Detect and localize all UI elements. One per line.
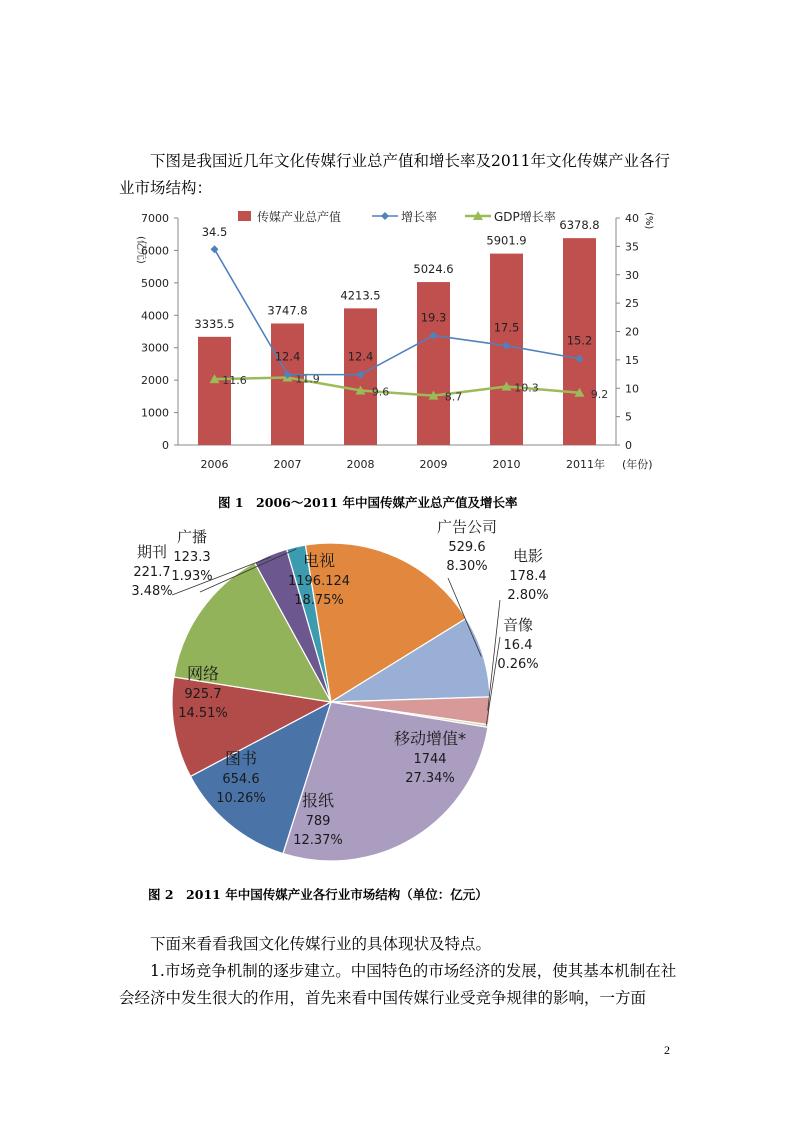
pie-percent-label: 0.26% xyxy=(497,657,539,672)
body-paragraph-1: 下面来看看我国文化传媒行业的具体现状及特点。 xyxy=(119,935,492,953)
right-tick-label: 0 xyxy=(625,439,632,452)
pie-percent-label: 8.30% xyxy=(446,559,488,574)
left-unit-label: (亿元) xyxy=(135,236,146,264)
pie-percent-label: 14.51% xyxy=(178,706,228,721)
left-tick-label: 0 xyxy=(162,439,169,452)
bar xyxy=(417,282,450,445)
pie-category-label: 图书 xyxy=(224,749,258,768)
pie-category-label: 音像 xyxy=(502,616,534,634)
right-tick-label: 30 xyxy=(625,268,639,282)
pie-category-label: 电影 xyxy=(512,547,544,565)
x-tick-label: 2006 xyxy=(200,458,229,471)
growth-rate-value-label: 12.4 xyxy=(274,349,301,364)
pie-category-label: 广告公司 xyxy=(436,518,498,536)
page-number: 2 xyxy=(664,1043,670,1057)
pie-value-label: 16.4 xyxy=(503,638,533,653)
right-tick-label: 5 xyxy=(625,410,632,424)
legend-label-bar: 传媒产业总产值 xyxy=(257,210,342,224)
pie-category-label: 网络 xyxy=(186,664,220,683)
bar-value-label: 5901.9 xyxy=(486,233,527,248)
pie-value-label: 178.4 xyxy=(509,569,547,584)
x-tick-label: 2009 xyxy=(419,458,448,471)
pie-value-label: 529.6 xyxy=(448,540,486,555)
x-tick-label: 2007 xyxy=(273,458,302,471)
pie-value-label: 123.3 xyxy=(173,550,211,565)
body-paragraph-2: 1.市场竞争机制的逐步建立。中国特色的市场经济的发展，使其基本机制在社会经济中发生很大的作用，首先来看中国传媒行业受竞争规律的影响，一方面 xyxy=(119,962,677,1007)
gdp-value-label: 9.2 xyxy=(590,387,609,401)
right-tick-label: 25 xyxy=(625,297,639,311)
x-tick-label: 2008 xyxy=(346,458,375,471)
fig2-caption: 图 2 2011 年中国传媒产业各行业市场结构（单位：亿元） xyxy=(148,887,488,902)
growth-rate-value-label: 12.4 xyxy=(347,349,374,364)
x-tick-label: 2010 xyxy=(492,458,521,471)
left-tick-label: 6000 xyxy=(141,244,169,258)
right-tick-label: 20 xyxy=(625,325,639,339)
right-tick-label: 10 xyxy=(625,382,639,396)
pie-value-label: 1744 xyxy=(413,752,447,767)
left-tick-label: 3000 xyxy=(141,341,169,355)
pie-value-label: 654.6 xyxy=(222,772,260,787)
pie-category-label: 报纸 xyxy=(301,791,335,810)
left-tick-label: 2000 xyxy=(141,374,169,388)
pie-percent-label: 12.37% xyxy=(293,833,343,848)
pie-category-label: 移动增值* xyxy=(393,729,467,748)
fig1-caption: 图 1 2006～2011 年中国传媒产业总产值及增长率 xyxy=(218,495,518,510)
right-tick-label: 15 xyxy=(625,353,639,367)
right-tick-label: 40 xyxy=(625,212,639,225)
right-unit-label: (%) xyxy=(643,212,654,230)
pie-percent-label: 27.34% xyxy=(405,771,455,786)
gdp-value-label: 11.9 xyxy=(295,372,320,386)
left-tick-label: 7000 xyxy=(141,212,169,225)
bar xyxy=(198,337,231,445)
growth-rate-point xyxy=(211,245,219,253)
gdp-value-label: 8.7 xyxy=(444,390,463,404)
pie-value-label: 789 xyxy=(305,814,331,829)
right-tick-label: 35 xyxy=(625,240,639,254)
bar-value-label: 4213.5 xyxy=(340,288,381,303)
bar-value-label: 6378.8 xyxy=(559,218,600,233)
pie-category-label: 期刊 xyxy=(136,543,168,561)
pie-category-label: 广播 xyxy=(176,528,208,546)
pie-percent-label: 1.93% xyxy=(171,569,213,584)
legend-swatch-bar xyxy=(238,211,251,221)
x-unit-label: (年份) xyxy=(622,458,653,471)
bar-value-label: 3335.5 xyxy=(194,316,235,331)
growth-rate-value-label: 15.2 xyxy=(566,333,593,348)
gdp-value-label: 10.3 xyxy=(514,381,539,395)
bar-value-label: 5024.6 xyxy=(413,262,454,277)
pie-value-label: 221.7 xyxy=(133,565,171,580)
legend-label-growth: 增长率 xyxy=(401,210,438,224)
pie-value-label: 1196.124 xyxy=(287,574,351,589)
legend-marker-growth xyxy=(381,212,389,220)
pie-percent-label: 10.26% xyxy=(216,791,266,806)
left-tick-label: 4000 xyxy=(141,309,169,323)
pie-percent-label: 3.48% xyxy=(131,584,173,599)
left-tick-label: 5000 xyxy=(141,276,169,290)
legend-label-gdp: GDP增长率 xyxy=(494,210,556,224)
bar-value-label: 3747.8 xyxy=(267,303,308,318)
left-tick-label: 1000 xyxy=(141,406,169,420)
pie-percent-label: 18.75% xyxy=(294,593,344,608)
pie-value-label: 925.7 xyxy=(184,687,222,702)
intro-paragraph: 下图是我国近几年文化传媒行业总产值和增长率及2011年文化传媒产业各行业市场结构： xyxy=(119,152,670,197)
growth-rate-value-label: 17.5 xyxy=(493,320,520,335)
growth-rate-value-label: 34.5 xyxy=(201,225,228,240)
pie-category-label: 电视 xyxy=(302,551,336,570)
gdp-value-label: 11.6 xyxy=(222,374,247,388)
x-tick-label: 2011年 xyxy=(566,458,605,471)
growth-rate-value-label: 19.3 xyxy=(420,310,447,325)
pie-percent-label: 2.80% xyxy=(507,588,549,603)
pie-leader-line xyxy=(488,600,500,711)
gdp-value-label: 9.6 xyxy=(371,385,390,399)
